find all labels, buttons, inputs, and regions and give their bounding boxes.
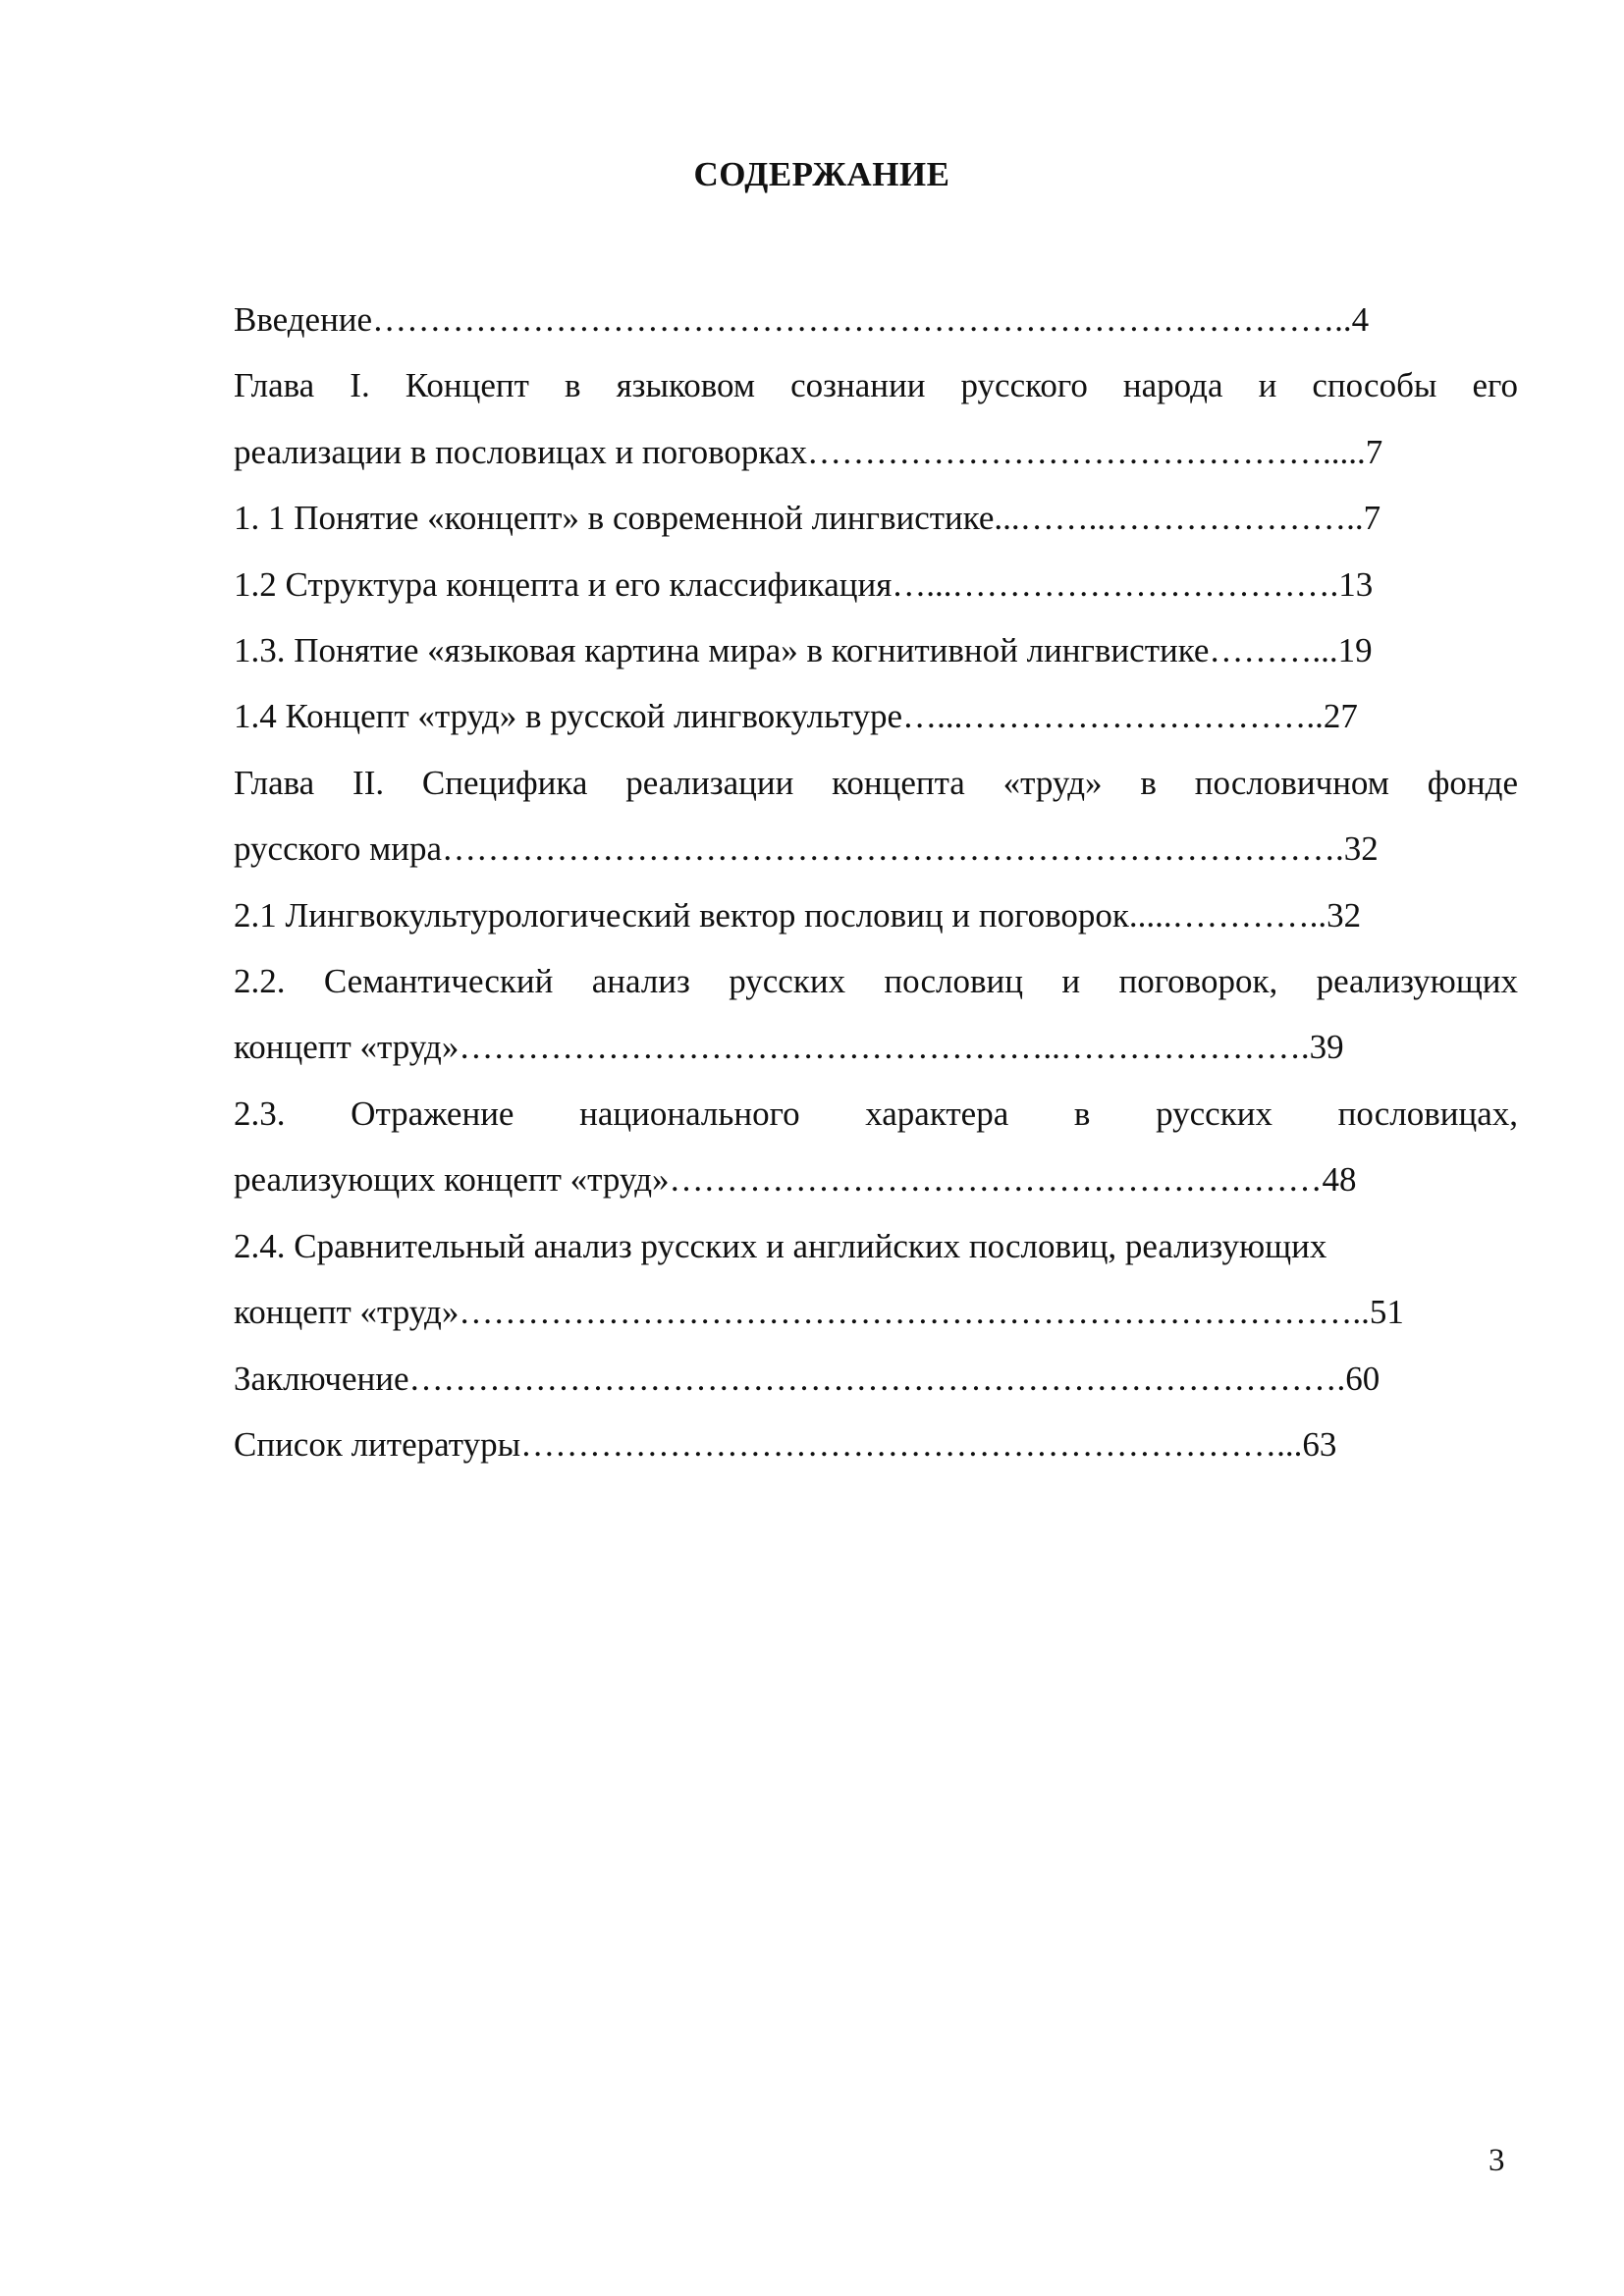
toc-entry-section-1-3[interactable]: 1.3. Понятие «языковая картина мира» в когнитивной лингвистике………...19 [234, 631, 1373, 670]
toc-entry-chapter-1-line-1[interactable]: Глава I. Концепт в языковом сознании русского народа и способы его [234, 366, 1518, 405]
table-of-contents [234, 287, 1518, 1477]
toc-entry-introduction[interactable]: Введение…………………………………………………………………………..4 [234, 300, 1370, 339]
toc-entry-section-2-4-line-2[interactable]: концепт «труд»……………………………………………………………………..51 [234, 1293, 1404, 1332]
toc-entry-chapter-2-line-2[interactable]: русского мира…………………………………………………………………….32 [234, 829, 1379, 869]
toc-entry-section-2-2-line-2[interactable]: концепт «труд»……………………………………………..………………….39 [234, 1028, 1344, 1067]
toc-entry-section-2-1[interactable]: 2.1 Лингвокультурологический вектор пословиц и поговорок.....…………..32 [234, 895, 1362, 934]
toc-entry-chapter-1-line-2[interactable]: реализации в пословицах и поговорках……………………………………….....7 [234, 432, 1383, 471]
page-number: 3 [1489, 2143, 1505, 2178]
toc-entry-section-2-3-line-1[interactable]: 2.3. Отражение национального характера в русских пословицах, [234, 1094, 1518, 1133]
toc-entry-bibliography[interactable]: Список литературы…………………………………………………………...63 [234, 1424, 1337, 1464]
toc-entry-section-2-2-line-1[interactable]: 2.2. Семантический анализ русских пословиц и поговорок, реализующих [234, 962, 1518, 1001]
page-title: СОДЕРЖАНИЕ [693, 155, 950, 193]
toc-entry-section-1-4[interactable]: 1.4 Концепт «труд» в русской лингвокультуре…...…………………………..27 [234, 697, 1358, 736]
toc-entry-section-1-2[interactable]: 1.2 Структура концепта и его классификация…...…………………………….13 [234, 564, 1374, 604]
toc-entry-section-2-4-line-1[interactable]: 2.4. Сравнительный анализ русских и английских пословиц, реализующих [234, 1226, 1327, 1265]
toc-entry-chapter-2-line-1[interactable]: Глава II. Специфика реализации концепта «труд» в пословичном фонде [234, 763, 1518, 802]
toc-entry-section-2-3-line-2[interactable]: реализующих концепт «труд»…………………………………………………48 [234, 1160, 1357, 1200]
toc-entry-conclusion[interactable]: Заключение……………………………………………………………………….60 [234, 1359, 1380, 1398]
toc-entry-section-1-1[interactable]: 1. 1 Понятие «концепт» в современной лингвистике...……..…………………..7 [234, 499, 1381, 538]
